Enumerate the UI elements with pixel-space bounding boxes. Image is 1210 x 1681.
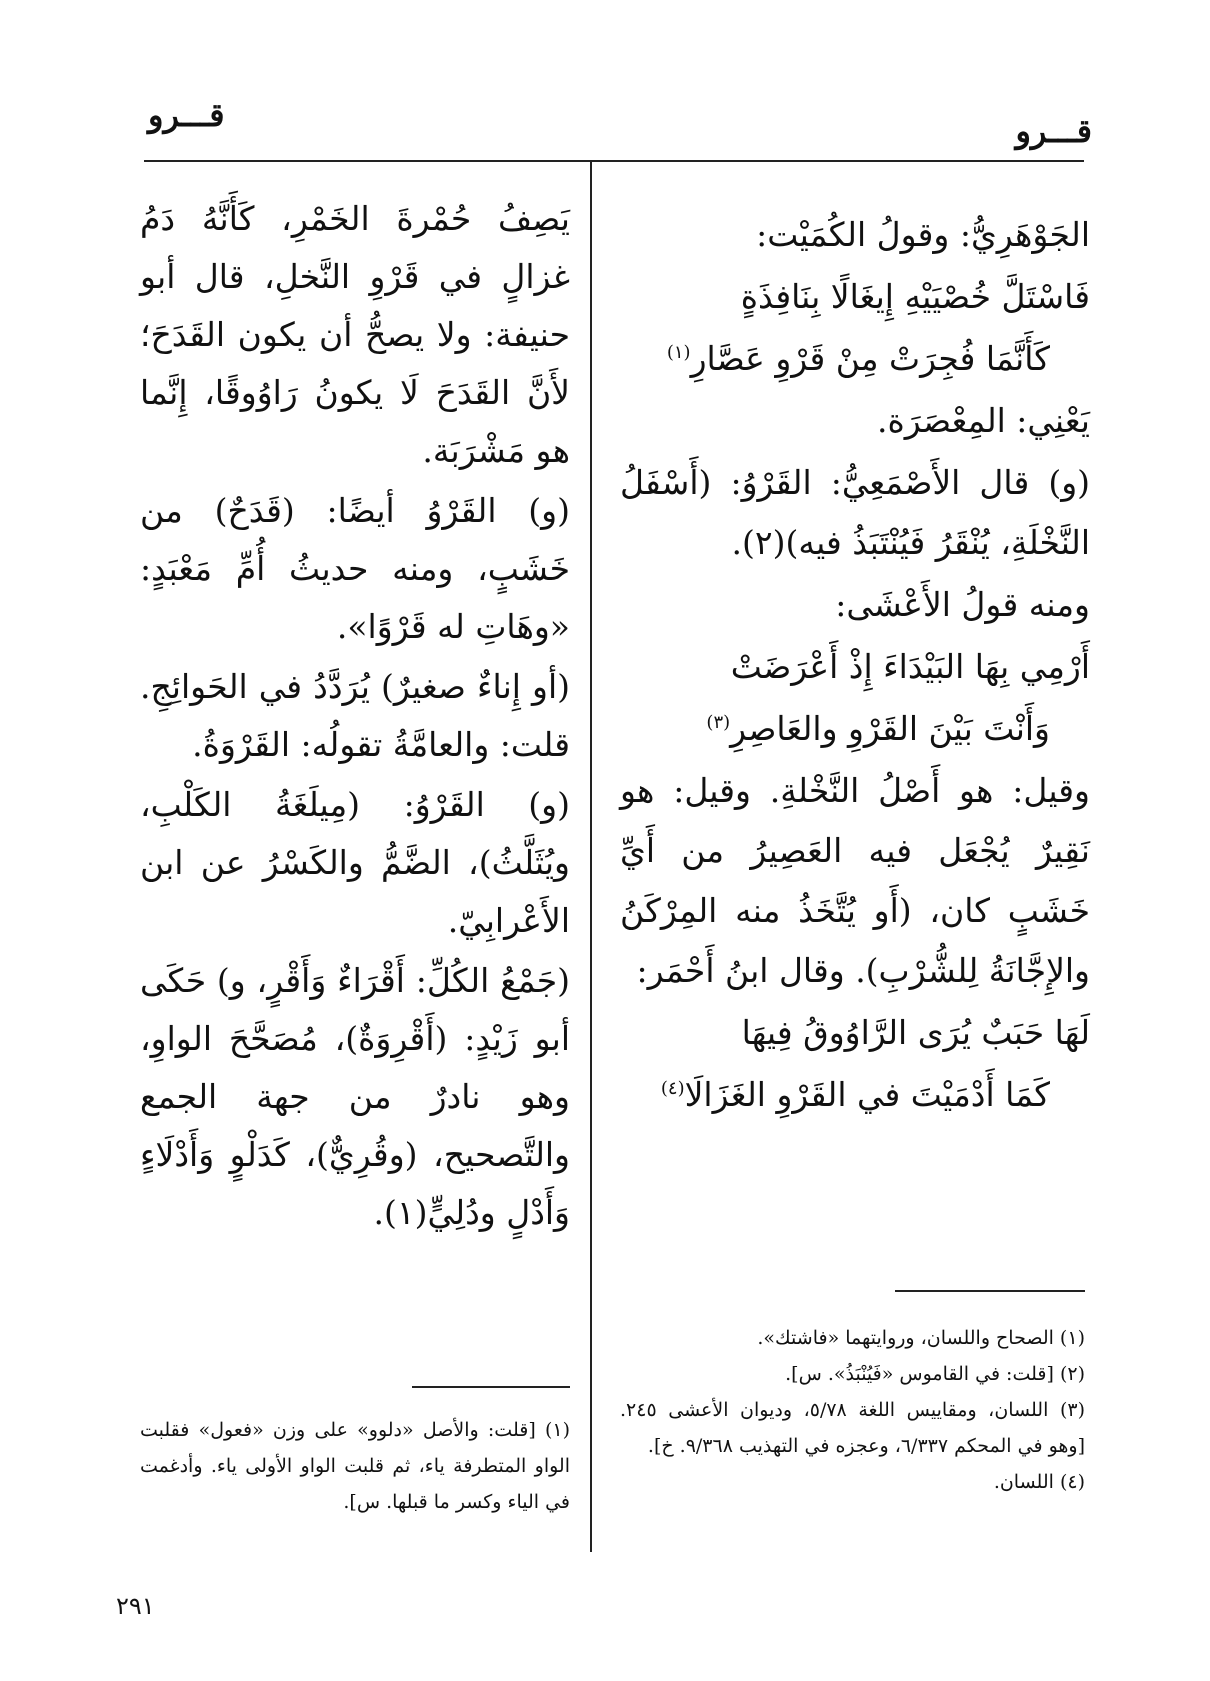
footnote: (١) [قلت: والأصل «دلوو» على وزن «فعول» فقلبت الواو المتطرفة ياء، ثم قلبت الواو الأولى ياء. وأدغمت في الياء وكسر ما قبلها. س]. [140,1419,570,1513]
paragraph: يَصِفُ حُمْرةَ الخَمْرِ، كَأَنَّهُ دَمُ غزالٍ في قَرْوِ النَّخلِ، قال أبو حنيفة: ولا يصحُّ أن يكون القَدَحَ؛ لأَنَّ القَدَحَ لَا يكونُ رَاوُوقًا، إِنَّما هو مَشْرَبَة. [140,199,570,470]
footnotes-left [140,1412,570,1520]
footnote-marker: (٣) [706,712,731,733]
verse-text: كَأَنَّمَا فُجِرَتْ مِنْ قَرْوِ عَصَّارِ [690,339,1050,378]
footnote-rule-right [895,1290,1085,1292]
left-column [140,190,570,1244]
paragraph: ومنه قولُ الأَعْشَى: [835,585,1090,624]
footnote-marker: (١) [666,342,691,363]
verse-text: وَأَنْتَ بَيْنَ القَرْوِ والعَاصِرِ [730,709,1050,748]
paragraph: الجَوْهَرِيُّ: وقولُ الكُمَيْت: [756,215,1090,254]
footnote: (٢) [قلت: في القاموس «فَيُنْبَذُ». س]. [785,1363,1085,1385]
header-rule [144,160,1084,162]
paragraph: (و) القَرْوُ: (مِيلَغَةُ الكَلْبِ، ويُثَلَّثُ)، الضَّمُّ والكَسْرُ عن ابن الأَعْرابِيّ. [140,785,570,940]
footnote-marker: (٤) [660,1078,685,1099]
footnote: (٤) اللسان. [993,1471,1085,1493]
verse-second-hemistich [620,329,1090,389]
paragraph: (أو إِناءٌ صغيرٌ) يُرَدَّدُ في الحَوائِجِ. قلت: والعامَّةُ تقولُه: القَرْوَةُ. [140,667,570,764]
paragraph: يَعْنِي: المِعْصَرَة. [876,401,1090,440]
paragraph: (جَمْعُ الكُلِّ: أَقْرَاءٌ وَأَقْرٍ، و) حَكَى أبو زَيْدٍ: (أَقْرِوَةٌ)، مُصَحَّحَ الواوِ، وهو نادرٌ من جهة الجمع والتَّصحيح، (وقُرِيٌّ)، كَدَلْوٍ وَأَدْلَاءٍ وَأَدْلٍ ودُلِيٍّ(١). [140,961,570,1232]
running-header-right: قـــرو [1015,112,1092,150]
verse-second-hemistich [620,1065,1090,1125]
page-number: ٢٩١ [116,1592,155,1620]
verse-first-hemistich: فَاسْتَلَّ خُصْيَيْهِ إِيغَالًا بِنَافِذَةٍ [740,277,1090,316]
paragraph: وقيل: هو أَصْلُ النَّخْلةِ. وقيل: هو نَقِيرٌ يُجْعَل فيه العَصِيرُ من أَيِّ خَشَبٍ كان، (أَو يُتَّخَذُ منه المِرْكَنُ والإِجَّانَةُ لِلشُّرْبِ). وقال ابنُ أَحْمَر: [620,771,1090,990]
footnotes-right [620,1320,1085,1500]
running-header-left: قـــرو [148,96,225,134]
footnote: (١) الصحاح واللسان، وروايتهما «فاشتك». [757,1327,1085,1349]
paragraph: (و) القَرْوُ أيضًا: (قَدَحٌ) من خَشَبٍ، ومنه حديثُ أُمِّ مَعْبَدٍ: «وهَاتِ له قَرْوًا». [140,491,570,646]
verse-first-hemistich: أَرْمِي بِهَا البَيْدَاءَ إِذْ أَعْرَضَتْ [730,647,1090,686]
verse-second-hemistich [620,699,1090,759]
footnote: (٣) اللسان، ومقاييس اللغة ٥/٧٨، وديوان الأعشى ٢٤٥. [وهو في المحكم ٦/٣٣٧، وعجزه في التهذيب ٩/٣٦٨. خ]. [620,1399,1085,1457]
verse-first-hemistich: لَهَا حَبَبٌ يُرَى الرَّاوُوقُ فِيهَا [741,1013,1090,1052]
footnote-rule-left [412,1386,570,1388]
verse-text: كَمَا أَدْمَيْتَ في القَرْوِ الغَزَالَا [684,1075,1050,1114]
paragraph: (و) قال الأَصْمَعِيُّ: القَرْوُ: (أَسْفَلُ النَّخْلَةِ، يُنْقَرُ فَيُنْتَبَذُ فيه)(٢). [620,463,1090,562]
column-divider [590,162,592,1552]
right-column [620,205,1090,1127]
